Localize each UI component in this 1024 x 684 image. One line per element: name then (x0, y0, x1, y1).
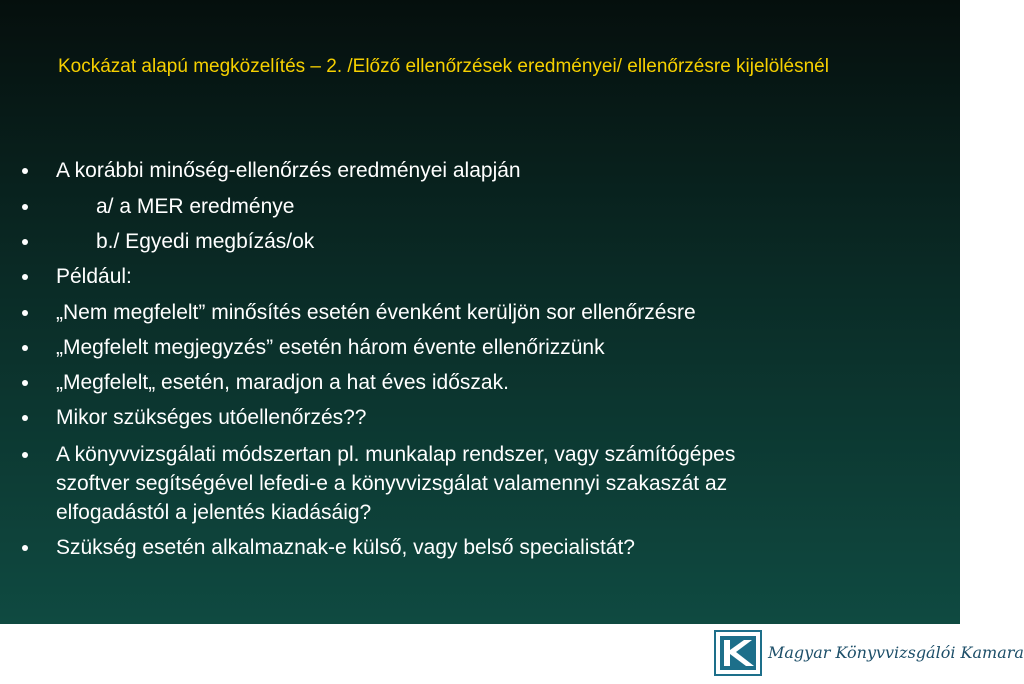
multiline-text: A könyvvizsgálati módszertan pl. munkalap rendszer, vagy számítógépes szoftver segítségével lefedi-e a könyvvizsgálat valamennyi szakaszát az elfogadástól a jelentés kiadásáig? (56, 443, 736, 524)
bullet-dot (22, 239, 28, 245)
bullet-dot (22, 345, 28, 351)
bullet-dot (22, 204, 28, 210)
bullet-dot (22, 380, 28, 386)
mkvk-logo-icon (714, 630, 762, 676)
bullet-dot (22, 545, 28, 551)
bullet-dot (22, 274, 28, 280)
bullet-list: A korábbi minőség-ellenőrzés eredményei alapján a/ a MER eredménye b./ Egyedi megbízás/ok Például: „Nem megfelelt” minősítés esetén évenként kerüljön sor ellenőrzésre „Megfelelt megjegyzés” esetén három évente ellenőrizzünk „Megfelelt„ esetén, maradjon a hat éves időszak. Mikor szükséges utóellenőrzés?? A könyvvizsgálati módszertan pl. munkalap rendszer, vagy számítógépes szoftver segítségével lefedi-e a könyvvizsgálat valamennyi szakaszát az elfogadástól a jelentés kiadásáig? Szükség esetén alkalmaznak-e külső, vagy belső specialistát? (0, 0, 960, 624)
bullet-dot (22, 168, 28, 174)
bullet-dot (22, 452, 28, 458)
logo-text: Magyar Könyvvizsgálói Kamara (768, 643, 1024, 662)
footer-bar (0, 624, 1024, 684)
bullet-dot (22, 310, 28, 316)
slide-title: Kockázat alapú megközelítés – 2. /Előző ellenőrzések eredményei/ ellenőrzésre kijelölésnél (58, 56, 829, 77)
bullet-dot (22, 415, 28, 421)
